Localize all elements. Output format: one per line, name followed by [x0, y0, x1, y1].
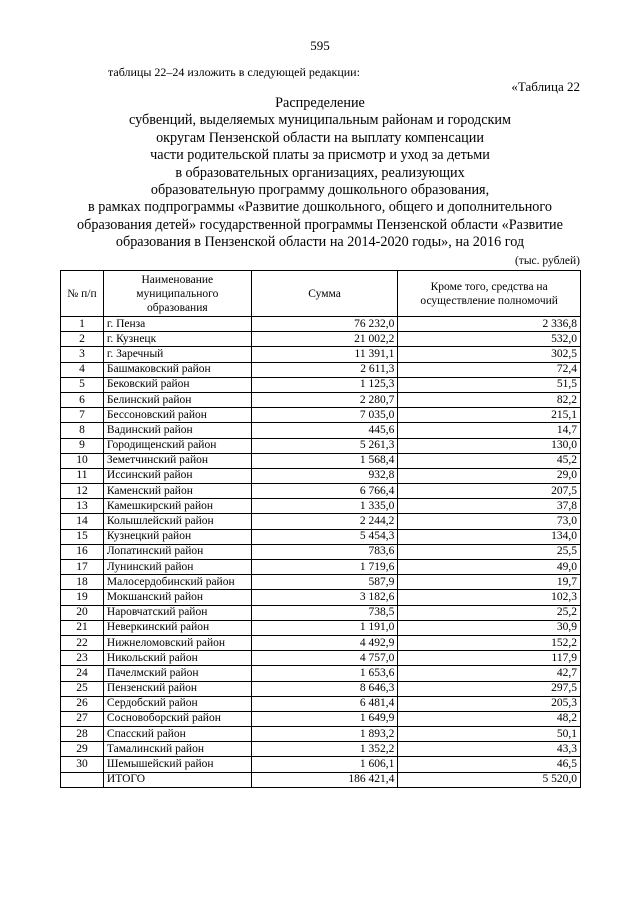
cell-sum: 2 244,2 — [251, 514, 398, 529]
cell-name: Тамалинский район — [103, 742, 251, 757]
cell-name: Лопатинский район — [103, 544, 251, 559]
cell-num: 4 — [61, 362, 104, 377]
cell-name: Башмаковский район — [103, 362, 251, 377]
cell-sum: 6 766,4 — [251, 484, 398, 499]
cell-num: 23 — [61, 651, 104, 666]
cell-num: 24 — [61, 666, 104, 681]
cell-sum: 186 421,4 — [251, 772, 398, 787]
cell-sum: 11 391,1 — [251, 347, 398, 362]
cell-num: 2 — [61, 332, 104, 347]
cell-extra: 25,5 — [398, 544, 581, 559]
cell-name: Колышлейский район — [103, 514, 251, 529]
cell-sum: 587,9 — [251, 575, 398, 590]
table-row — [61, 332, 581, 347]
cell-num: 13 — [61, 499, 104, 514]
cell-extra: 532,0 — [398, 332, 581, 347]
cell-sum: 6 481,4 — [251, 696, 398, 711]
cell-num: 5 — [61, 377, 104, 392]
cell-num — [61, 772, 104, 787]
table-total-row — [61, 772, 581, 787]
heading-line: образования в Пензенской области на 2014-2020 годы», на 2016 год — [115, 234, 525, 251]
cell-extra: 29,0 — [398, 468, 581, 483]
table-row — [61, 666, 581, 681]
cell-name: г. Заречный — [103, 347, 251, 362]
page-number: 595 — [310, 38, 330, 53]
cell-sum: 1 335,0 — [251, 499, 398, 514]
cell-num: 25 — [61, 681, 104, 696]
table-row — [61, 438, 581, 453]
cell-name: Бековский район — [103, 377, 251, 392]
cell-sum: 445,6 — [251, 423, 398, 438]
cell-extra: 25,2 — [398, 605, 581, 620]
cell-sum: 4 492,9 — [251, 635, 398, 650]
document-heading — [40, 95, 600, 252]
table-row — [61, 317, 581, 332]
cell-extra: 134,0 — [398, 529, 581, 544]
cell-extra: 297,5 — [398, 681, 581, 696]
cell-name: Кузнецкий район — [103, 529, 251, 544]
cell-extra: 102,3 — [398, 590, 581, 605]
cell-sum: 1 653,6 — [251, 666, 398, 681]
cell-num: 28 — [61, 727, 104, 742]
cell-extra: 49,0 — [398, 560, 581, 575]
cell-num: 7 — [61, 408, 104, 423]
cell-extra: 42,7 — [398, 666, 581, 681]
cell-extra: 14,7 — [398, 423, 581, 438]
table-row — [61, 529, 581, 544]
cell-extra: 30,9 — [398, 620, 581, 635]
cell-extra: 46,5 — [398, 757, 581, 772]
cell-name: Мокшанский район — [103, 590, 251, 605]
cell-sum: 2 280,7 — [251, 392, 398, 407]
cell-name: Городищенский район — [103, 438, 251, 453]
table-row — [61, 575, 581, 590]
table-row — [61, 423, 581, 438]
table-row — [61, 544, 581, 559]
cell-num: 12 — [61, 484, 104, 499]
cell-num: 15 — [61, 529, 104, 544]
cell-sum: 8 646,3 — [251, 681, 398, 696]
cell-name: Неверкинский район — [103, 620, 251, 635]
table-row — [61, 408, 581, 423]
cell-extra: 72,4 — [398, 362, 581, 377]
cell-num: 17 — [61, 560, 104, 575]
heading-line: в образовательных организациях, реализующих — [175, 164, 465, 181]
cell-name: Земетчинский район — [103, 453, 251, 468]
header-num: № п/п — [61, 271, 104, 317]
cell-extra: 205,3 — [398, 696, 581, 711]
table-header-row — [61, 271, 581, 317]
header-extra: Кроме того, средства на осуществление полномочий — [398, 271, 581, 317]
cell-extra: 152,2 — [398, 635, 581, 650]
table-row — [61, 468, 581, 483]
heading-line: части родительской платы за присмотр и уход за детьми — [150, 147, 490, 164]
table-row — [61, 347, 581, 362]
cell-sum: 4 757,0 — [251, 651, 398, 666]
cell-sum: 5 454,3 — [251, 529, 398, 544]
heading-line: образования детей» государственной программы Пензенской области «Развитие — [77, 216, 563, 233]
cell-extra: 19,7 — [398, 575, 581, 590]
cell-sum: 76 232,0 — [251, 317, 398, 332]
cell-name: Малосердобинский район — [103, 575, 251, 590]
cell-num: 10 — [61, 453, 104, 468]
table-row — [61, 605, 581, 620]
cell-num: 9 — [61, 438, 104, 453]
cell-name: Шемышейский район — [103, 757, 251, 772]
cell-extra: 82,2 — [398, 392, 581, 407]
cell-name: ИТОГО — [103, 772, 251, 787]
cell-sum: 7 035,0 — [251, 408, 398, 423]
table-row — [61, 453, 581, 468]
cell-extra: 2 336,8 — [398, 317, 581, 332]
cell-num: 29 — [61, 742, 104, 757]
heading-line: в рамках подпрограммы «Развитие дошкольного, общего и дополнительного — [88, 199, 552, 216]
cell-name: Пачелмский район — [103, 666, 251, 681]
cell-extra: 50,1 — [398, 727, 581, 742]
table-row — [61, 727, 581, 742]
cell-name: Нижнеломовский район — [103, 635, 251, 650]
cell-num: 1 — [61, 317, 104, 332]
subvention-table — [60, 270, 581, 788]
cell-name: г. Пенза — [103, 317, 251, 332]
cell-name: Спасский район — [103, 727, 251, 742]
table-row — [61, 620, 581, 635]
cell-name: Сосновоборский район — [103, 711, 251, 726]
table-row — [61, 696, 581, 711]
cell-extra: 207,5 — [398, 484, 581, 499]
cell-num: 26 — [61, 696, 104, 711]
heading-line: округам Пензенской области на выплату компенсации — [156, 129, 484, 146]
cell-num: 3 — [61, 347, 104, 362]
cell-sum: 1 568,4 — [251, 453, 398, 468]
cell-num: 6 — [61, 392, 104, 407]
table-row — [61, 499, 581, 514]
table-row — [61, 590, 581, 605]
cell-name: Иссинский район — [103, 468, 251, 483]
cell-name: Лунинский район — [103, 560, 251, 575]
heading-line: субвенций, выделяемых муниципальным районам и городским — [128, 112, 511, 129]
cell-extra: 130,0 — [398, 438, 581, 453]
table-row — [61, 484, 581, 499]
cell-extra: 5 520,0 — [398, 772, 581, 787]
cell-extra: 73,0 — [398, 514, 581, 529]
cell-num: 21 — [61, 620, 104, 635]
cell-num: 11 — [61, 468, 104, 483]
cell-num: 22 — [61, 635, 104, 650]
cell-sum: 2 611,3 — [251, 362, 398, 377]
table-row — [61, 651, 581, 666]
cell-name: г. Кузнецк — [103, 332, 251, 347]
cell-extra: 51,5 — [398, 377, 581, 392]
cell-sum: 932,8 — [251, 468, 398, 483]
table-row — [61, 377, 581, 392]
table-row — [61, 757, 581, 772]
cell-name: Пензенский район — [103, 681, 251, 696]
units-label: (тыс. рублей) — [514, 255, 580, 267]
cell-name: Вадинский район — [103, 423, 251, 438]
cell-num: 27 — [61, 711, 104, 726]
cell-name: Камешкирский район — [103, 499, 251, 514]
table-row — [61, 681, 581, 696]
cell-sum: 783,6 — [251, 544, 398, 559]
cell-extra: 45,2 — [398, 453, 581, 468]
table-row — [61, 711, 581, 726]
cell-extra: 37,8 — [398, 499, 581, 514]
table-row — [61, 742, 581, 757]
table-row — [61, 560, 581, 575]
table-row — [61, 635, 581, 650]
cell-sum: 3 182,6 — [251, 590, 398, 605]
cell-sum: 1 719,6 — [251, 560, 398, 575]
cell-extra: 48,2 — [398, 711, 581, 726]
cell-sum: 1 125,3 — [251, 377, 398, 392]
table-reference: «Таблица 22 — [511, 79, 580, 94]
cell-num: 19 — [61, 590, 104, 605]
cell-sum: 1 649,9 — [251, 711, 398, 726]
heading-line: образовательную программу дошкольного образования, — [150, 182, 490, 199]
cell-num: 18 — [61, 575, 104, 590]
header-name: Наименование муниципального образования — [103, 271, 251, 317]
table-row — [61, 362, 581, 377]
cell-extra: 302,5 — [398, 347, 581, 362]
cell-sum: 21 002,2 — [251, 332, 398, 347]
cell-sum: 1 606,1 — [251, 757, 398, 772]
cell-sum: 1 893,2 — [251, 727, 398, 742]
cell-name: Белинский район — [103, 392, 251, 407]
cell-name: Никольский район — [103, 651, 251, 666]
cell-sum: 5 261,3 — [251, 438, 398, 453]
intro-text: таблицы 22–24 изложить в следующей редакции: — [108, 65, 360, 79]
heading-line: Распределение — [275, 95, 365, 111]
cell-extra: 215,1 — [398, 408, 581, 423]
cell-extra: 117,9 — [398, 651, 581, 666]
cell-sum: 1 191,0 — [251, 620, 398, 635]
cell-name: Каменский район — [103, 484, 251, 499]
cell-name: Сердобский район — [103, 696, 251, 711]
cell-name: Наровчатский район — [103, 605, 251, 620]
cell-num: 20 — [61, 605, 104, 620]
cell-num: 14 — [61, 514, 104, 529]
cell-num: 16 — [61, 544, 104, 559]
cell-sum: 1 352,2 — [251, 742, 398, 757]
cell-sum: 738,5 — [251, 605, 398, 620]
table-row — [61, 514, 581, 529]
cell-num: 8 — [61, 423, 104, 438]
cell-num: 30 — [61, 757, 104, 772]
cell-name: Бессоновский район — [103, 408, 251, 423]
cell-extra: 43,3 — [398, 742, 581, 757]
header-sum: Сумма — [251, 271, 398, 317]
table-row — [61, 392, 581, 407]
